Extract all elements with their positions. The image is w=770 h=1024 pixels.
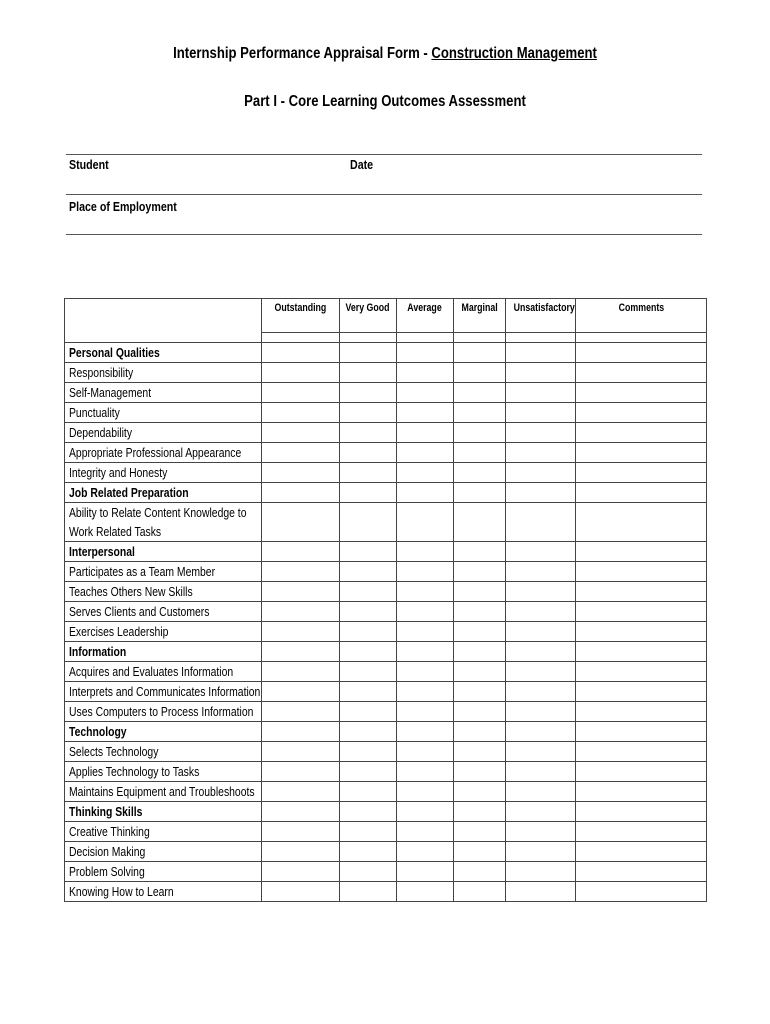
- rating-cell-very-good[interactable]: [340, 622, 397, 642]
- rating-cell-comments[interactable]: [576, 782, 707, 802]
- rating-cell-average[interactable]: [397, 862, 454, 882]
- rating-cell-unsatisfactory[interactable]: [506, 463, 576, 483]
- rating-cell-average[interactable]: [397, 443, 454, 463]
- rating-cell-very-good[interactable]: [340, 642, 397, 662]
- rating-cell-unsatisfactory[interactable]: [506, 882, 576, 902]
- rating-cell-very-good[interactable]: [340, 782, 397, 802]
- table-spacer-row: [65, 333, 707, 343]
- rating-cell-very-good[interactable]: [340, 343, 397, 363]
- rating-cell-average[interactable]: [397, 642, 454, 662]
- criterion-label: Exercises Leadership: [65, 622, 262, 642]
- spacer-cell: [340, 333, 397, 343]
- rating-cell-average[interactable]: [397, 762, 454, 782]
- rating-cell-outstanding[interactable]: [262, 822, 340, 842]
- rating-cell-comments[interactable]: [576, 363, 707, 383]
- rating-cell-very-good[interactable]: [340, 802, 397, 822]
- rating-cell-comments[interactable]: [576, 882, 707, 902]
- spacer-cell: [262, 333, 340, 343]
- rating-cell-comments[interactable]: [576, 762, 707, 782]
- rating-cell-outstanding[interactable]: [262, 423, 340, 443]
- rating-cell-marginal[interactable]: [454, 702, 506, 722]
- criterion-label: Selects Technology: [65, 742, 262, 762]
- top-rule: [66, 154, 702, 155]
- rating-cell-outstanding[interactable]: [262, 363, 340, 383]
- header-criteria-blank: [65, 299, 262, 333]
- table-row: [65, 403, 707, 423]
- rating-cell-very-good[interactable]: [340, 882, 397, 902]
- rating-cell-comments[interactable]: [576, 642, 707, 662]
- rating-cell-comments[interactable]: [576, 423, 707, 443]
- rating-cell-marginal[interactable]: [454, 542, 506, 562]
- section-row: [65, 802, 707, 822]
- table-row: [65, 862, 707, 882]
- criterion-label: Ability to Relate Content Knowledge to Work Related Tasks: [65, 503, 262, 542]
- rating-cell-average[interactable]: [397, 622, 454, 642]
- section-heading: Technology: [65, 722, 262, 742]
- rating-cell-average[interactable]: [397, 822, 454, 842]
- rating-cell-average[interactable]: [397, 423, 454, 443]
- rating-cell-average[interactable]: [397, 562, 454, 582]
- rating-cell-marginal[interactable]: [454, 602, 506, 622]
- spacer-cell: [454, 333, 506, 343]
- criterion-label: Knowing How to Learn: [65, 882, 262, 902]
- rating-cell-average[interactable]: [397, 782, 454, 802]
- rating-cell-very-good[interactable]: [340, 722, 397, 742]
- rating-cell-marginal[interactable]: [454, 842, 506, 862]
- employment-line[interactable]: [66, 234, 702, 235]
- rating-cell-very-good[interactable]: [340, 363, 397, 383]
- rating-cell-unsatisfactory[interactable]: [506, 682, 576, 702]
- rating-cell-marginal[interactable]: [454, 503, 506, 542]
- rating-cell-unsatisfactory[interactable]: [506, 662, 576, 682]
- rating-cell-marginal[interactable]: [454, 403, 506, 423]
- spacer-cell: [65, 333, 262, 343]
- date-label: Date: [350, 157, 374, 172]
- rating-cell-outstanding[interactable]: [262, 562, 340, 582]
- rating-cell-marginal[interactable]: [454, 443, 506, 463]
- form-title-prefix: Internship Performance Appraisal Form -: [173, 45, 432, 62]
- rating-cell-average[interactable]: [397, 383, 454, 403]
- criterion-label: Participates as a Team Member: [65, 562, 262, 582]
- form-title: [69, 45, 700, 63]
- rating-cell-outstanding[interactable]: [262, 582, 340, 602]
- table-row: [65, 363, 707, 383]
- rating-cell-marginal[interactable]: [454, 582, 506, 602]
- rating-cell-comments[interactable]: [576, 722, 707, 742]
- rating-cell-marginal[interactable]: [454, 642, 506, 662]
- rating-cell-unsatisfactory[interactable]: [506, 363, 576, 383]
- rating-cell-very-good[interactable]: [340, 403, 397, 423]
- rating-cell-outstanding[interactable]: [262, 742, 340, 762]
- rating-cell-outstanding[interactable]: [262, 802, 340, 822]
- table-row: [65, 443, 707, 463]
- rating-cell-marginal[interactable]: [454, 722, 506, 742]
- rating-cell-very-good[interactable]: [340, 702, 397, 722]
- rating-cell-very-good[interactable]: [340, 463, 397, 483]
- section-heading: Interpersonal: [65, 542, 262, 562]
- criterion-label: Responsibility: [65, 363, 262, 383]
- rating-cell-comments[interactable]: [576, 802, 707, 822]
- rating-cell-unsatisfactory[interactable]: [506, 802, 576, 822]
- rating-cell-unsatisfactory[interactable]: [506, 702, 576, 722]
- rating-cell-comments[interactable]: [576, 842, 707, 862]
- rating-cell-marginal[interactable]: [454, 742, 506, 762]
- rating-cell-marginal[interactable]: [454, 562, 506, 582]
- header-comments: Comments: [576, 299, 707, 333]
- rating-cell-unsatisfactory[interactable]: [506, 403, 576, 423]
- rating-cell-average[interactable]: [397, 483, 454, 503]
- rating-cell-outstanding[interactable]: [262, 463, 340, 483]
- rating-cell-comments[interactable]: [576, 343, 707, 363]
- section-row: [65, 483, 707, 503]
- spacer-cell: [576, 333, 707, 343]
- rating-cell-very-good[interactable]: [340, 443, 397, 463]
- rating-cell-comments[interactable]: [576, 622, 707, 642]
- rating-cell-outstanding[interactable]: [262, 602, 340, 622]
- student-label: Student: [69, 157, 109, 172]
- section-row: [65, 542, 707, 562]
- rating-cell-marginal[interactable]: [454, 822, 506, 842]
- rating-cell-comments[interactable]: [576, 582, 707, 602]
- rating-cell-unsatisfactory[interactable]: [506, 383, 576, 403]
- rating-cell-comments[interactable]: [576, 542, 707, 562]
- rating-cell-outstanding[interactable]: [262, 503, 340, 542]
- rating-cell-outstanding[interactable]: [262, 762, 340, 782]
- rating-cell-average[interactable]: [397, 742, 454, 762]
- rating-cell-very-good[interactable]: [340, 423, 397, 443]
- section-row: [65, 343, 707, 363]
- rating-cell-marginal[interactable]: [454, 662, 506, 682]
- rating-cell-very-good[interactable]: [340, 762, 397, 782]
- employment-label: Place of Employment: [69, 199, 177, 214]
- rating-cell-very-good[interactable]: [340, 383, 397, 403]
- table-row: [65, 622, 707, 642]
- rating-cell-outstanding[interactable]: [262, 722, 340, 742]
- rating-cell-comments[interactable]: [576, 662, 707, 682]
- form-subtitle: Part I - Core Learning Outcomes Assessment: [244, 93, 526, 110]
- rating-cell-comments[interactable]: [576, 742, 707, 762]
- rating-cell-very-good[interactable]: [340, 862, 397, 882]
- rating-cell-very-good[interactable]: [340, 562, 397, 582]
- criterion-label: Problem Solving: [65, 862, 262, 882]
- rating-cell-unsatisfactory[interactable]: [506, 443, 576, 463]
- rating-cell-average[interactable]: [397, 463, 454, 483]
- spacer-cell: [506, 333, 576, 343]
- rating-cell-marginal[interactable]: [454, 383, 506, 403]
- rating-cell-unsatisfactory[interactable]: [506, 562, 576, 582]
- rating-cell-unsatisfactory[interactable]: [506, 483, 576, 503]
- rating-cell-very-good[interactable]: [340, 822, 397, 842]
- section-heading: Personal Qualities: [65, 343, 262, 363]
- rating-cell-outstanding[interactable]: [262, 403, 340, 423]
- student-date-line[interactable]: [66, 194, 702, 195]
- rating-cell-average[interactable]: [397, 722, 454, 742]
- table-row: [65, 463, 707, 483]
- rating-cell-unsatisfactory[interactable]: [506, 722, 576, 742]
- assessment-table: [64, 298, 707, 902]
- section-heading: Job Related Preparation: [65, 483, 262, 503]
- rating-cell-outstanding[interactable]: [262, 622, 340, 642]
- criterion-label: Interprets and Communicates Information: [65, 682, 262, 702]
- rating-cell-average[interactable]: [397, 802, 454, 822]
- rating-cell-very-good[interactable]: [340, 842, 397, 862]
- rating-cell-outstanding[interactable]: [262, 642, 340, 662]
- rating-cell-comments[interactable]: [576, 403, 707, 423]
- rating-cell-very-good[interactable]: [340, 742, 397, 762]
- form-title-program: Construction Management: [431, 45, 597, 62]
- table-row: [65, 882, 707, 902]
- criterion-label: Creative Thinking: [65, 822, 262, 842]
- rating-cell-marginal[interactable]: [454, 762, 506, 782]
- rating-cell-unsatisfactory[interactable]: [506, 622, 576, 642]
- rating-cell-unsatisfactory[interactable]: [506, 542, 576, 562]
- rating-cell-comments[interactable]: [576, 702, 707, 722]
- rating-cell-outstanding[interactable]: [262, 842, 340, 862]
- rating-cell-outstanding[interactable]: [262, 343, 340, 363]
- rating-cell-average[interactable]: [397, 682, 454, 702]
- table-row: [65, 822, 707, 842]
- rating-cell-outstanding[interactable]: [262, 782, 340, 802]
- rating-cell-marginal[interactable]: [454, 363, 506, 383]
- table-row: [65, 762, 707, 782]
- rating-cell-very-good[interactable]: [340, 503, 397, 542]
- rating-cell-outstanding[interactable]: [262, 702, 340, 722]
- rating-cell-comments[interactable]: [576, 862, 707, 882]
- rating-cell-very-good[interactable]: [340, 542, 397, 562]
- criterion-label: Dependability: [65, 423, 262, 443]
- table-row: [65, 682, 707, 702]
- table-row: [65, 742, 707, 762]
- criterion-label: Acquires and Evaluates Information: [65, 662, 262, 682]
- rating-cell-very-good[interactable]: [340, 582, 397, 602]
- rating-cell-comments[interactable]: [576, 602, 707, 622]
- rating-cell-comments[interactable]: [576, 682, 707, 702]
- rating-cell-average[interactable]: [397, 503, 454, 542]
- criterion-label: Serves Clients and Customers: [65, 602, 262, 622]
- rating-cell-marginal[interactable]: [454, 343, 506, 363]
- rating-cell-unsatisfactory[interactable]: [506, 602, 576, 622]
- criterion-label: Integrity and Honesty: [65, 463, 262, 483]
- criterion-label: Maintains Equipment and Troubleshoots: [65, 782, 262, 802]
- rating-cell-unsatisfactory[interactable]: [506, 842, 576, 862]
- criterion-label: Appropriate Professional Appearance: [65, 443, 262, 463]
- rating-cell-comments[interactable]: [576, 383, 707, 403]
- rating-cell-comments[interactable]: [576, 503, 707, 542]
- rating-cell-average[interactable]: [397, 702, 454, 722]
- rating-cell-average[interactable]: [397, 882, 454, 902]
- table-row: [65, 383, 707, 403]
- spacer-cell: [397, 333, 454, 343]
- rating-cell-marginal[interactable]: [454, 882, 506, 902]
- rating-cell-average[interactable]: [397, 343, 454, 363]
- rating-cell-average[interactable]: [397, 542, 454, 562]
- table-row: [65, 602, 707, 622]
- table-row: [65, 582, 707, 602]
- rating-cell-marginal[interactable]: [454, 682, 506, 702]
- rating-cell-average[interactable]: [397, 842, 454, 862]
- header-marginal: Marginal: [454, 299, 506, 333]
- rating-cell-outstanding[interactable]: [262, 862, 340, 882]
- rating-cell-unsatisfactory[interactable]: [506, 343, 576, 363]
- header-outstanding: Outstanding: [262, 299, 340, 333]
- rating-cell-very-good[interactable]: [340, 682, 397, 702]
- rating-cell-marginal[interactable]: [454, 802, 506, 822]
- rating-cell-very-good[interactable]: [340, 662, 397, 682]
- rating-cell-marginal[interactable]: [454, 622, 506, 642]
- criterion-label: Teaches Others New Skills: [65, 582, 262, 602]
- rating-cell-unsatisfactory[interactable]: [506, 503, 576, 542]
- header-average: Average: [397, 299, 454, 333]
- rating-cell-comments[interactable]: [576, 822, 707, 842]
- rating-cell-marginal[interactable]: [454, 862, 506, 882]
- header-very-good: Very Good: [340, 299, 397, 333]
- rating-cell-outstanding[interactable]: [262, 542, 340, 562]
- rating-cell-very-good[interactable]: [340, 483, 397, 503]
- section-heading: Information: [65, 642, 262, 662]
- criterion-label: Self-Management: [65, 383, 262, 403]
- table-row: [65, 782, 707, 802]
- criterion-label: Punctuality: [65, 403, 262, 423]
- section-row: [65, 722, 707, 742]
- rating-cell-average[interactable]: [397, 582, 454, 602]
- rating-cell-comments[interactable]: [576, 562, 707, 582]
- rating-cell-comments[interactable]: [576, 483, 707, 503]
- rating-cell-unsatisfactory[interactable]: [506, 642, 576, 662]
- rating-cell-marginal[interactable]: [454, 483, 506, 503]
- criterion-label: Decision Making: [65, 842, 262, 862]
- rating-cell-unsatisfactory[interactable]: [506, 762, 576, 782]
- rating-cell-outstanding[interactable]: [262, 383, 340, 403]
- rating-cell-unsatisfactory[interactable]: [506, 782, 576, 802]
- rating-cell-very-good[interactable]: [340, 602, 397, 622]
- table-row: [65, 562, 707, 582]
- rating-cell-outstanding[interactable]: [262, 682, 340, 702]
- rating-cell-marginal[interactable]: [454, 463, 506, 483]
- table-row: [65, 423, 707, 443]
- rating-cell-unsatisfactory[interactable]: [506, 742, 576, 762]
- rating-cell-average[interactable]: [397, 602, 454, 622]
- rating-cell-outstanding[interactable]: [262, 882, 340, 902]
- rating-cell-comments[interactable]: [576, 463, 707, 483]
- rating-cell-unsatisfactory[interactable]: [506, 582, 576, 602]
- rating-cell-average[interactable]: [397, 662, 454, 682]
- rating-cell-unsatisfactory[interactable]: [506, 822, 576, 842]
- criterion-label: Uses Computers to Process Information: [65, 702, 262, 722]
- rating-cell-outstanding[interactable]: [262, 662, 340, 682]
- criterion-label: Applies Technology to Tasks: [65, 762, 262, 782]
- table-row: [65, 842, 707, 862]
- rating-cell-marginal[interactable]: [454, 782, 506, 802]
- rating-cell-average[interactable]: [397, 363, 454, 383]
- table-row: [65, 662, 707, 682]
- rating-cell-comments[interactable]: [576, 443, 707, 463]
- header-unsatisfactory: Unsatisfactory: [506, 299, 576, 333]
- table-header-row: [65, 299, 707, 333]
- rating-cell-outstanding[interactable]: [262, 483, 340, 503]
- table-row: [65, 702, 707, 722]
- rating-cell-marginal[interactable]: [454, 423, 506, 443]
- rating-cell-average[interactable]: [397, 403, 454, 423]
- section-row: [65, 642, 707, 662]
- rating-cell-outstanding[interactable]: [262, 443, 340, 463]
- section-heading: Thinking Skills: [65, 802, 262, 822]
- rating-cell-unsatisfactory[interactable]: [506, 862, 576, 882]
- rating-cell-unsatisfactory[interactable]: [506, 423, 576, 443]
- table-row: [65, 503, 707, 542]
